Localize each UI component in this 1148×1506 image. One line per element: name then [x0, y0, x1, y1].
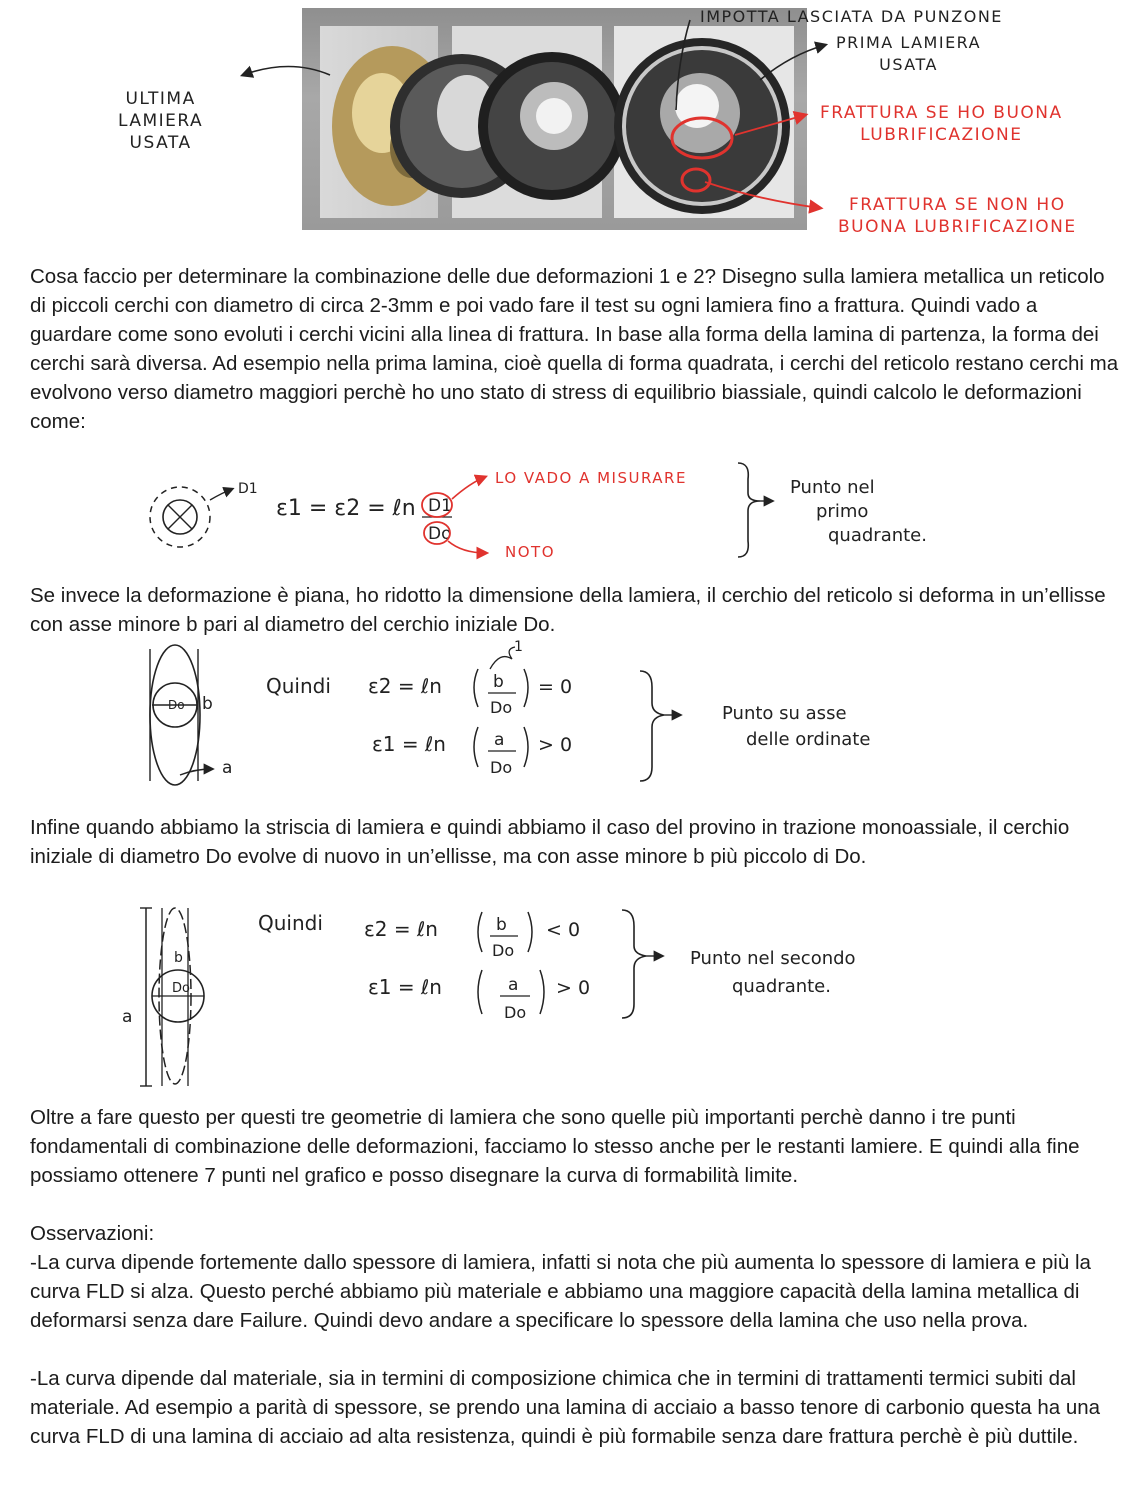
- paragraph-plane-strain: Se invece la deformazione è piana, ho ridotto la dimensione della lamiera, il cerchio del reticolo si deforma in un’ellisse con asse minore b pari al diametro del cerchio iniziale Do.: [30, 584, 1106, 636]
- eq3-e2-num: b: [496, 915, 507, 935]
- result-3-line2: quadrante.: [732, 976, 831, 997]
- result-1-line1: Punto nel: [790, 477, 875, 498]
- paragraph-material: -La curva dipende dal materiale, sia in termini di composizione chimica che in termini di trattamenti termici subiti dal materiale. Ad esempio a parità di spessore, se prendo una lamina di acciaio a basso tenore di carbonio questa ha una curva FLD di una lamina di acciaio ad alta resistenza, quindi è più formabile senza dare frattura perchè è più duttile.: [30, 1367, 1101, 1448]
- eq3-e1-den: Do: [504, 1003, 527, 1022]
- eq2-e1-rhs: > 0: [538, 734, 573, 756]
- eq2-e2: ε2 = ℓn: [368, 674, 442, 698]
- paragraph-grid-method: Cosa faccio per determinare la combinazione delle due deformazioni 1 e 2? Disegno sulla lamiera metallica un reticolo di piccoli cerchi con diametro di circa 2-3mm e poi vado fare il test su ogni lamiera fino a frattura. Quindi vado a guardare come sono evoluti i cerchi vicini alla linea di frattura. In base alla forma della lamina di partenza, la forma dei cerchi sarà diversa. Ad esempio nella prima lamina, cioè quella di forma quadrata, i cerchi del reticolo restano cerchi ma evolvono verso diametro maggiori perchè ho uno stato di stress di equilibrio biassiale, quindi calcolo le deformazioni come:: [30, 265, 1119, 433]
- fraction-den-do: Do: [428, 524, 452, 544]
- label-do-uni: Do: [172, 981, 190, 996]
- label-last-sheet: ULTIMA LAMIERA USATA: [118, 89, 204, 153]
- label-punch-mark: IMPOTTA LASCIATA DA PUNZONE: [700, 7, 1003, 26]
- label-do-plane: Do: [168, 698, 185, 712]
- label-a-uni: a: [122, 1007, 133, 1027]
- circle-label-d1: D1: [238, 481, 258, 497]
- eq3-e1-rhs: > 0: [556, 977, 591, 999]
- label-a-plane: a: [222, 758, 233, 778]
- eq2-e2-den: Do: [490, 698, 513, 717]
- eq2-e1: ε1 = ℓn: [372, 732, 446, 756]
- eq2-e1-num: a: [494, 730, 505, 750]
- paragraph-observations-title: Osservazioni:: [30, 1222, 155, 1245]
- quindi-3: Quindi: [258, 911, 323, 935]
- eq2-e2-rhs: = 0: [538, 676, 573, 698]
- paragraph-uniaxial: Infine quando abbiamo la striscia di lamiera e quindi abbiamo il caso del provino in trazione monoassiale, il cerchio iniziale di diametro Do evolve di nuovo in un’ellisse, ma con asse minore b più piccolo di Do.: [30, 816, 1070, 868]
- eq3-e2-den: Do: [492, 941, 515, 960]
- note-measure: LO VADO A MISURARE: [495, 469, 687, 487]
- eq2-e2-num: b: [493, 672, 504, 692]
- result-3-line1: Punto nel secondo: [690, 948, 856, 969]
- eq2-e1-den: Do: [490, 758, 513, 777]
- eq3-e1-num: a: [508, 975, 519, 995]
- note-known: NOTO: [505, 543, 555, 561]
- equation-biaxial: ε1 = ε2 = ℓn: [276, 496, 416, 521]
- formula-biaxial: [0, 455, 1148, 565]
- result-2-line1: Punto su asse: [722, 703, 847, 724]
- formula-plane: [0, 637, 1148, 797]
- result-2-line2: delle ordinate: [746, 729, 871, 750]
- result-1-line3: quadrante.: [828, 525, 927, 546]
- over-one: 1: [514, 639, 523, 655]
- photo-arrows: [0, 0, 1148, 240]
- paragraph-seven-points: Oltre a fare questo per questi tre geometrie di lamiera che sono quelle più importanti perchè danno i tre punti fondamentali di combinazione delle deformazioni, facciamo lo stesso anche per le restanti lamiere. E quindi alla fine possiamo ottenere 7 punti nel grafico e posso disegnare la curva di formabilità limite.: [30, 1106, 1080, 1187]
- label-b-uni: b: [174, 950, 183, 966]
- eq3-e2: ε2 = ℓn: [364, 917, 438, 941]
- quindi-2: Quindi: [266, 674, 331, 698]
- eq3-e1: ε1 = ℓn: [368, 975, 442, 999]
- label-fracture-bad: FRATTURA SE NON HO BUONA LUBRIFICAZIONE: [838, 195, 1077, 237]
- formula-uniaxial: [0, 896, 1148, 1096]
- fraction-num-d1: D1: [428, 496, 452, 516]
- paragraph-thickness: -La curva dipende fortemente dallo spessore di lamiera, infatti si nota che più aumenta lo spessore di lamiera e più la curva FLD si alza. Questo perché abbiamo più materiale e abbiamo una maggiore capacità della lamina metallica di deformarsi senza dare Failure. Quindi devo andare a specificare lo spessore della lamina che uso nella prova.: [30, 1251, 1091, 1332]
- label-first-sheet: PRIMA LAMIERA USATA: [836, 33, 982, 74]
- label-fracture-good: FRATTURA SE HO BUONA LUBRIFICAZIONE: [820, 103, 1063, 145]
- label-b-plane: b: [202, 694, 213, 714]
- ellipse-sketch-plane: [150, 645, 200, 785]
- eq3-e2-rhs: < 0: [546, 919, 581, 941]
- result-1-line2: primo: [816, 501, 869, 522]
